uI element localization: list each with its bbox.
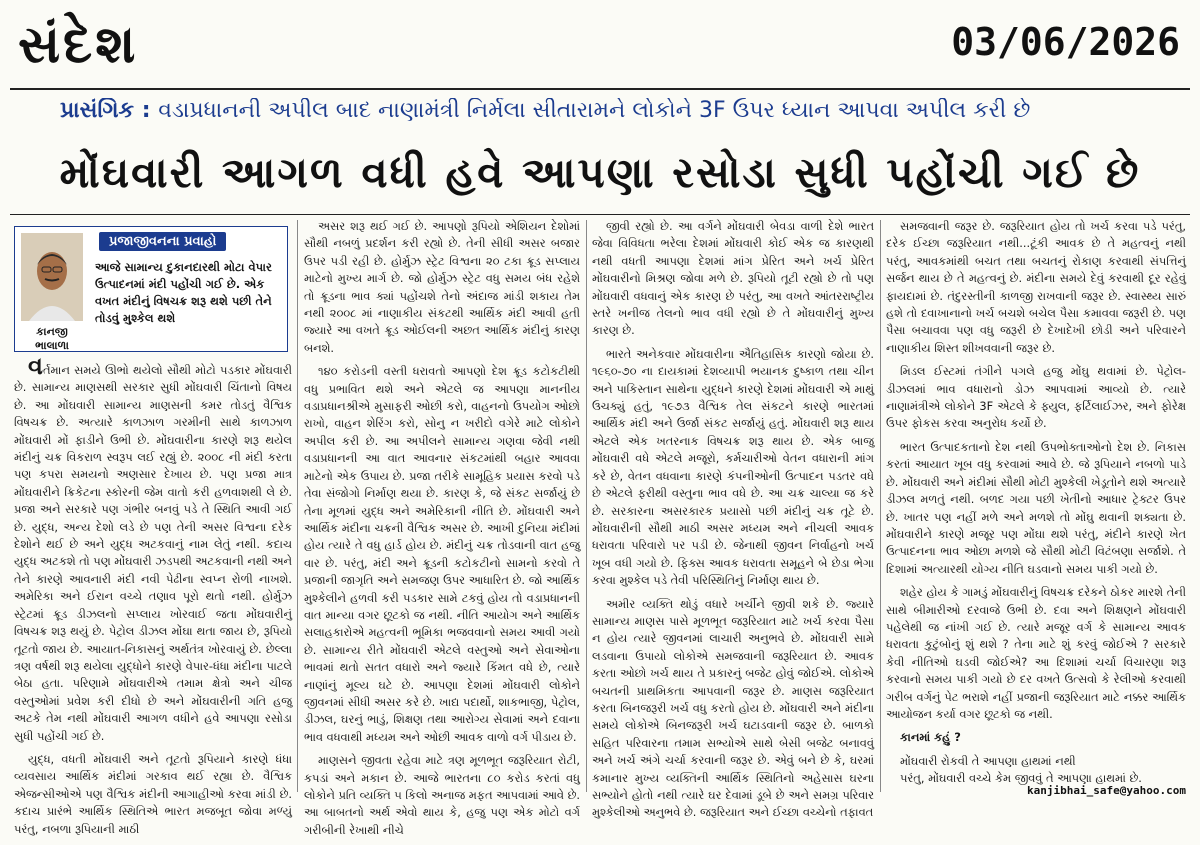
paragraph: શહેર હોય કે ગામડું મોંઘવારીનું વિષચક્ર દરેકને ઠોકર મારશે તેની સાથે બીમારીઓ દરવાજે ઉભી છે. દવા અને શિક્ષણને મોંઘવારી પહેલેથી જ નાંખી ગઈ છે. ત્યારે મજૂર વર્ગ કે સામાન્ય આવક ધરાવતા કુટુંબોનું શું થશે ? તેના માટે શું કરવું જોઈએ ? સરકારે કેવી નીતિઓ ઘડવી જોઈએ? આ દિશામાં ચર્ચા વિચારણા શરૂ કરવાનો સમય પાકી ગયો છે દર વખતે ઉત્સવો કે રેલીઓ કરવાથી ગરીબ વર્ગનું પેટ ભરાશે નહીં પ્રજાની જરૂરિયાત માટે નક્કર આર્થિક આયોજન કર્યા વગર છૂટકો જ નથી. — [886, 585, 1186, 721]
article-column-2 — [304, 218, 580, 845]
paragraph: ભારત ઉત્પાદકતાનો દેશ નથી ઉપભોક્તાઓનો દેશ છે. નિકાસ કરતાં આયાત ખૂબ વધુ કરવામાં આવે છે. જે રૂપિયાને નબળો પાડે છે. મોંઘવારી અને મંદીમાં સૌથી મોટી મુશ્કેલી ખેડૂતોને થશે અત્યારે ડીઝલ મળતું નથી. બળદ ગયા પછી ખેતીનો આધાર ટ્રેક્ટર ઉપર છે. ખાતર પણ નહીં મળે અને મળશે તો મોંઘુ થવાની શક્યતા છે. મોંઘવારીને કારણે મજૂર પણ મોંઘા થશે પરંતુ, મંદીને કારણે ખેત ઉત્પાદનના ભાવ ઓછા મળશે જે સૌથી મોટી વિટંબણા સર્જાશે. તે દિશામાં અત્યારથી યોગ્ય નીતિ ઘડવાનો સમય પાકી ગયો છે. — [886, 439, 1186, 576]
closing-line: પરંતુ, મોંઘવારી વચ્ચે કેમ જીવવું તે આપણા હાથમાં છે. — [900, 771, 1142, 786]
paragraph: મિડલ ઈસ્ટમાં તંગીને પગલે હજુ મોંઘુ થવામાં છે. પેટ્રોલ-ડીઝલમાં ભાવ વધારાનો ડોઝ આપવામાં આવ્યો છે. ત્યારે નાણામંત્રીએ લોકોને 3F એટલે કે ફ્યુલ, ફર્ટિલાઈઝર, અને ફોરેક્ષ ઉપર ફોકસ કરવા અનુરોધ કર્યો છે. — [886, 364, 1186, 431]
paragraph: અમીર વ્યક્તિ થોડું વધારે ખર્ચીને જીવી શકે છે. જ્યારે સામાન્ય માણસ પાસે મૂળભૂત જરૂરિયાત માટે ખર્ચ કરવા પૈસા ન હોય ત્યારે જીવનમાં લાચારી અનુભવે છે. મોંઘવારી સામે લડવાના ઉપાયો લોકોએ સમજવાની જરૂરિયાત છે. આવક કરતા ઓછો ખર્ચ થાય તે પ્રકારનું બજેટ હોવું જોઈએ. લોકોએ બચતની પ્રાથમિકતા આપવાની જરૂર છે. માણસ જરૂરિયાત કરતા બિનજરૂરી ખર્ચ વધુ કરતો હોય છે. મોંઘવારી અને મંદીના સમયે લોકોએ બિનજરૂરી ખર્ચ ઘટાડવાની જરૂર છે. બાળકો સહિત પરિવારના તમામ સભ્યોએ સાથે બેસી બજેટ બનાવવું અને ખર્ચ અંગે ચર્ચા કરવાની જરૂર છે. એવું બને છે કે, ઘરમાં કમાનાર મુખ્ય વ્યક્તિની આર્થિક સ્થિતિનો અહેસાસ ઘરના સભ્યોને હોતો નથી ત્યારે ઘર દેવામાં ડૂબે છે અને સમગ્ર પરિવાર મુશ્કેલીઓ અનુભવે છે. જરૂરિયાત અને ઈચ્છા વચ્ચેનો તફાવત — [592, 596, 874, 820]
column-divider — [297, 220, 298, 792]
masthead — [0, 0, 1200, 88]
article-column-4 — [886, 218, 1186, 794]
masthead-divider — [10, 88, 1190, 90]
paragraph: માણસને જીવતા રહેવા માટે ત્રણ મૂળભૂત જરૂરિયાત રોટી, કપડાં અને મકાન છે. આજે ભારતના ૮૦ કરોડ કરતાં વધુ લોકોને પ્રતિ વ્યક્તિ ૫ કિલો અનાજ મફત આપવામાં આવે છે. આ બાબતનો અર્થ એવો થાય કે, હજુ પણ એક મોટો વર્ગ ગરીબીની રેખાથી નીચે — [304, 753, 580, 837]
headline: મોંઘવારી આગળ વધી હવે આપણા રસોડા સુધી પહોંચી ગઈ છે — [59, 148, 1141, 197]
kicker-label: પ્રાસંગિક : — [60, 98, 151, 123]
column-divider — [880, 220, 881, 792]
paragraph: ૧૪૦ કરોડની વસ્તી ધરાવતો આપણો દેશ ક્રૂડ કટોકટીથી વધુ પ્રભાવિત થશે અને એટલે જ આપણા માનનીય વડાપ્રધાનશ્રીએ મુસાફરી ઓછી કરો, વાહનનો ઉપયોગ ઓછો રાખો, વાહન શેરિંગ કરો, સોનુ ન ખરીદો વગેરે માટે લોકોને અપીલ કરી છે. આ અપીલને સામાન્ય ગણવા જેવી નથી વડાપ્રધાનની આ વાત આવનાર સંકટમાંથી બહાર આવવા માટેનો એક ઉપાય છે. પ્રજા તરીકે સામૂહિક પ્રયાસ કરવો પડે તેવા સંજોગો નિર્માણ થયા છે. કારણ કે, જે સંકટ સર્જાયું છે તેના મૂળમાં યુદ્ધ અને અમેરિકાની નીતિ છે. મોંઘવારી અને આર્થિક મંદીના ચક્રની વૈશ્વિક અસર છે. આખી દુનિયા મંદીમાં હોય ત્યારે તે વધુ હાર્ડ હોય છે. મંદીનું ચક્ર તોડવાની વાત હજુ વાર છે. પરંતુ, મંદી અને ક્રૂડની કટોકટીનો સામનો કરવો તે પ્રજાની જાગૃતિ અને સમજણ ઉપર આધારિત છે. જો આર્થિક મુશ્કેલીને હળવી કરી પડકાર સામે ટકવું હોય તો વડાપ્રધાનની વાત માન્યા વગર છૂટકો જ નથી. નીતિ આયોગ અને આર્થિક સલાહકારોએ મહત્વની ભૂમિકા ભજવવાનો સમય આવી ગયો છે. સામાન્ય રીતે મોંઘવારી એટલે વસ્તુઓ અને સેવાઓના ભાવમાં થતો સતત વધારો અને જ્યારે કિંમત વધે છે, ત્યારે નાણાંનું મૂલ્ય ઘટે છે. આપણા દેશમાં મોંઘવારી લોકોને જીવનમાં સીધી અસર કરે છે. ખાદ્ય પદાર્થો, શાકભાજી, પેટ્રોલ, ડીઝલ, ઘરનું ભાડું, શિક્ષણ તથા આરોગ્ય સેવામાં અને દવાના ભાવ વધવાથી મધ્યમ અને ઓછી આવક વાળો વર્ગ પીડાય છે. — [304, 364, 580, 744]
paragraph: ભારતે અનેકવાર મોંઘવારીના ઐતિહાસિક કારણો જોયા છે. ૧૯૬૦-૭૦ ના દાયકામાં દેશવ્યાપી ભયાનક દુષ્કાળ તથા ચીન અને પાકિસ્તાન સાથેના યુદ્ધને કારણે દેશમાં મોંઘવારી એ માથું ઉચક્યું હતું, ૧૯૭૩ વૈશ્વિક તેલ સંકટને કારણે ભારતમાં આર્થિક મંદી અને ઉર્જા સંકટ સર્જાયું હતું. મોંઘવારી શરૂ થાય એટલે એક ખતરનાક વિષચક્ર શરૂ થાય છે. એક બાજુ મોંઘવારી વધે એટલે મજૂરો, કર્મચારીઓ વેતન વધારાની માંગ કરે છે, વેતન વધવાના કારણે કંપનીઓની ઉત્પાદન પડતર વધે છે એટલે ફરીથી વસ્તુના ભાવ વધે છે. આ ચક્ર ચાલ્યા જ કરે છે. સરકારના અસરકારક પ્રયાસો પછી મંદીનું ચક્ર તૂટે છે. મોંઘવારીની સૌથી માઠી અસર મધ્યમ અને નીચલી આવક ધરાવતા પરિવારો પર પડી છે. જેનાથી જીવન નિર્વાહનો ખર્ચ ખૂબ વધી ગયો છે. ફિક્સ આવક ધરાવતા સમૂહને બે છેડા ભેગા કરવા મુશ્કેલ પડે તેવી પરિસ્થિતિનું નિર્માણ થાય છે. — [592, 346, 874, 588]
author-email: kanjibhai_safe@yahoo.com — [1027, 784, 1186, 797]
column-tag: પ્રજાજીવનના પ્રવાહો — [99, 232, 226, 251]
author-box — [14, 226, 288, 352]
paragraph: સમજવાની જરૂર છે. જરૂરિયાત હોય તો ખર્ચ કરવા પડે પરંતુ, દરેક ઈચ્છા જરૂરિયાત નથી...ટૂંકી આવક છે તે મહત્વનું નથી પરંતુ, આવકમાંથી બચત તથા બચતનું રોકાણ કરવાથી સંપત્તિનું સર્જન થાય છે તે મહત્વનું છે. મંદીના સમયે દેવું કરવાથી દૂર રહેવું ફાયદામાં છે. તંદુરસ્તીની કાળજી રાખવાની જરૂર છે. સ્વાસ્થ્ય સારું હશે તો દવાખાનાનો ખર્ચ બચશે બચેલ પૈસા કમાવવા જરૂરી છે. પણ પૈસા બચાવવા પણ વધુ જરૂરી છે દેખાદેખી છોડી અને પરિવારને નાણાકીય શિસ્ત શીખવવાની જરૂર છે. — [886, 219, 1186, 355]
paragraph: યુદ્ધ, વધતી મોંઘવારી અને તૂટતો રૂપિયાને કારણે ધંધા વ્યવસાય આર્થિક મંદીમાં ગરકાવ થઈ રહ્યા છે. વૈશ્વિક એજન્સીઓએ પણ વૈશ્વિક મંદીની આગાહીઓ કરવા માંડી છે. કદાચ પ્રારંભે આર્થિક સ્થિતિએ ભારત મજબૂત જોવા મળ્યું પરંતુ, નબળા રૂપિયાની માઠી — [14, 751, 292, 836]
author-photo — [21, 233, 83, 321]
column-divider — [586, 220, 587, 792]
paragraph: વર્તમાન સમયે ઊભો થયેલો સૌથી મોટો પડકાર મોંઘવારી છે. સામાન્ય માણસથી સરકાર સુધી મોંઘવારી ચિંતાનો વિષય છે. આ મોંઘવારી સામાન્ય માણસની કમર તોડતું વૈશ્વિક વિષચક્ર છે. અત્યારે કાળઝાળ ગરમીની સાથે કાળઝાળ મોંઘવારી મોં ફાડીને ઉભી છે. મોંઘવારીના કારણે શરૂ થયેલ મંદીનું ચક્ર વિકરાળ સ્વરૂપ લઈ રહ્યું છે. ૨૦૦૮ ની મંદી કરતા પણ કપરા સમયનો અણસાર દેખાય છે. પણ પ્રજા માત્ર મોંઘવારીને ક્રિકેટના સ્કોરની જેમ વાતો કરી હળવાશથી લે છે. પ્રજા અને સરકારે પણ ગંભીર બનવું પડે તે સ્થિતિ આવી ગઈ છે. યુદ્ધ, અન્ય દેશો લડે છે પણ તેની અસર વિશ્વના દરેક દેશોને થઈ છે અને યુદ્ધ અટકવાનું નામ લેતું નથી. કદાચ યુદ્ધ અટકશે તો પણ મોંઘવારી ઝડપથી અટકવાની નથી અને તેને કારણે આવનારી મંદી નવી પેઢીના સ્વપ્ન રોળી નાખશે. અમેરિકા અને ઈરાન વચ્ચે તણાવ પૂરો થતો નથી. હોર્મુઝ સ્ટ્રેટમાં ક્રૂડ ડીઝલનો સપ્લાય ખોરવાઈ જતા મોંઘવારીનું વિષચક્ર શરૂ થયું છે. પેટ્રોલ ડીઝલ મોંઘા થતા જાય છે, રૂપિયો તૂટતો જાય છે. આયાત-નિકાસનું અર્થતંત્ર ખોરવાયું છે. છેલ્લા ત્રણ વર્ષથી શરૂ થયેલા યુદ્ધોને કારણે વેપાર-ધંધા મંદીના પાટલે બેઠા હતા. પરિણામે મોંઘવારીએ તમામ ક્ષેત્રો અને ચીજ વસ્તુઓમાં પ્રવેશ કરી દીધો છે અને મોંઘવારીની ગતિ હજુ અટકે તેમ નથી મોંઘવારી આગળ વધીને હવે આપણા રસોડા સુધી પહોંચી ગઈ છે. — [14, 352, 293, 743]
paragraph: અસર શરૂ થઈ ગઈ છે. આપણો રૂપિયો એશિયન દેશોમાં સૌથી નબળું પ્રદર્શન કરી રહ્યો છે. તેની સીધી અસર બજાર ઉપર પડી રહી છે. હોર્મુઝ સ્ટ્રેટ વિશ્વના ૨૦ ટકા ક્રૂડ સપ્લાય માટેનો મુખ્ય માર્ગ છે. જો હોર્મુઝ સ્ટ્રેટ વધુ સમય બંધ રહેશે તો ક્રૂડના ભાવ ક્યાં પહોંચશે તેનો અંદાજ માંડી શકાય તેમ નથી ૨૦૦૮ માં નાણાકીય સંકટથી આર્થિક મંદી આવી હતી જ્યારે આ વખતે ક્રૂડ ઓઈલની અછત આર્થિક મંદીનું કારણ બનશે. — [304, 219, 580, 355]
publication-date: 03/06/2026 — [951, 20, 1180, 64]
kicker-text: વડાપ્રધાનની અપીલ બાદ નાણામંત્રી નિર્મલા સીતારામને લોકોને 3F ઉપર ધ્યાન આપવા અપીલ કરી છે — [158, 98, 1031, 123]
closing-heading: કાનમાં કહું ? — [900, 730, 961, 745]
article-column-1 — [14, 352, 293, 844]
author-intro: આજે સામાન્ય દુકાનદારથી મોટા વેપાર ઉત્પાદનમાં મંદી પહોંચી ગઈ છે. એક વખત મંદીનું વિષચક્ર શરૂ થશે પછી તેને તોડવું મુશ્કેલ થશે — [95, 260, 272, 325]
paragraph: જીવી રહ્યો છે. આ વર્ગને મોંઘવારી બેવડા વાળી દેશે ભારત જેવા વિવિધતા ભરેલા દેશમાં મોંઘવારી કોઈ એક જ કારણથી નથી વધતી આપણા દેશમાં માંગ પ્રેરિત અને ખર્ચ પ્રેરિત મોંઘવારીનો મિશ્રણ જોવા મળે છે. રૂપિયો તૂટી રહ્યો છે તો પણ મોંઘવારી વધવાનું એક કારણ છે પરંતુ, આ વખતે આંતરરાષ્ટ્રીય સ્તરે ખનીજ તેલનો ભાવ વધી રહ્યો છે તે મોંઘવારીનું મુખ્ય કારણ છે. — [592, 219, 874, 338]
closing-line: મોંઘવારી રોકવી તે આપણા હાથમાં નથી — [900, 753, 1076, 768]
kicker — [60, 98, 1160, 123]
headline-divider — [10, 214, 1190, 215]
newspaper-logo: સંદેશ — [18, 15, 139, 75]
author-name: કાનજી ભાલાળા — [35, 325, 69, 352]
article-column-3 — [592, 218, 874, 828]
